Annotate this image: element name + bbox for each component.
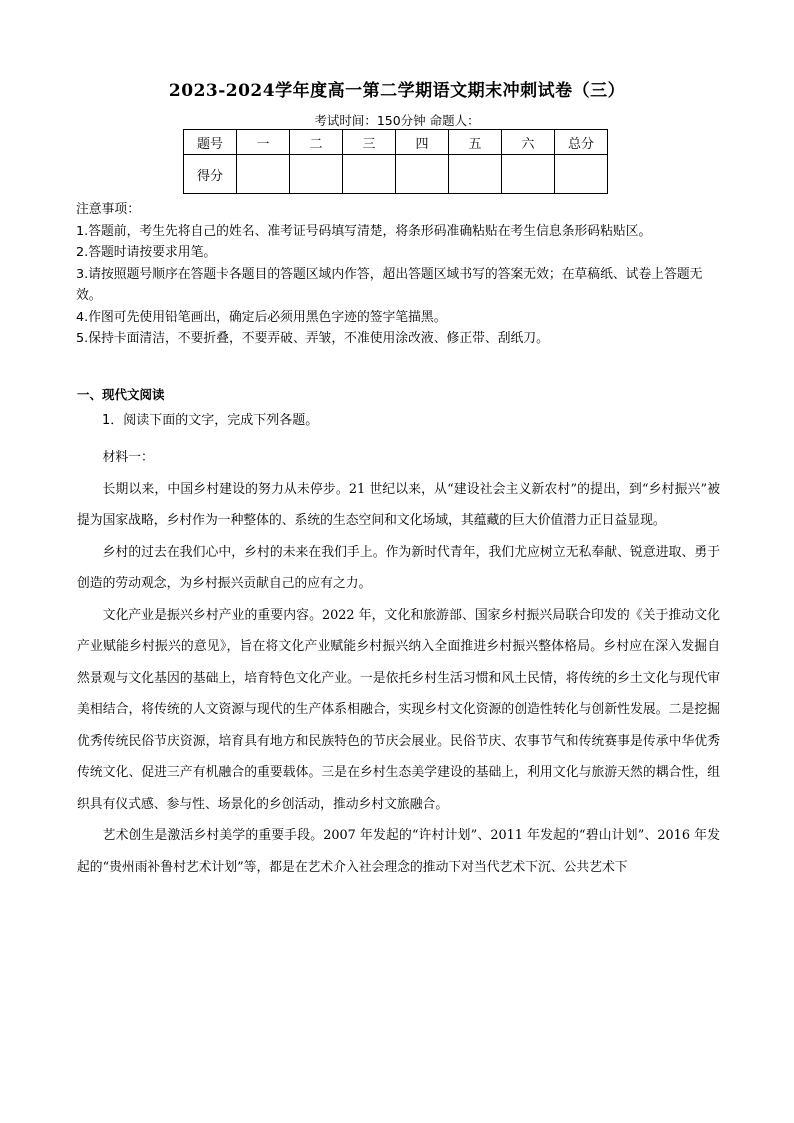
score-cell — [237, 155, 290, 194]
score-header-cell: 二 — [290, 130, 343, 155]
score-header-cell: 六 — [502, 130, 555, 155]
question-prompt: 1．阅读下面的文字，完成下列各题。 — [102, 413, 319, 428]
note-item: 4.作图可先使用铅笔画出，确定后必须用黑色字迹的签字笔描黑。 — [76, 309, 447, 325]
material-paragraph: 文化产业是振兴乡村产业的重要内容。2022 年，文化和旅游部、国家乡村振兴局联合印发的《关于推动文化产业赋能乡村振兴的意见》，旨在将文化产业赋能乡村振兴纳入全面推进乡村振兴整体格局。乡村应在深入发掘自然景观与文化基因的基础上，培育特色文化产业。一是依托乡村生活习惯和风土民情，将传统的乡土文化与现代审美相结合，将传统的人文资源与现代的生产体系相融合，实现乡村文化资源的创造性转化与创新性发展。二是挖掘优秀传统民俗节庆资源，培育具有地方和民族特色的节庆会展业。民俗节庆、农事节气和传统赛事是传承中华优秀传统文化、促进三产有机融合的重要载体。三是在乡村生态美学建设的基础上，利用文化与旅游天然的耦合性，组织具有仪式感、参与性、场景化的乡创活动，推动乡村文旅融合。 — [77, 607, 720, 812]
score-header-cell: 四 — [396, 130, 449, 155]
notes-heading: 注意事项： — [76, 202, 140, 217]
material-paragraph: 艺术创生是激活乡村美学的重要手段。2007 年发起的“许村计划”、2011 年发起的“碧山计划”、2016 年发起的“贵州雨补鲁村艺术计划”等，都是在艺术介入社会理念的推动下对当代艺术下沉、公共艺术下 — [77, 828, 720, 875]
material-paragraph: 乡村的过去在我们心中，乡村的未来在我们手上。作为新时代青年，我们尤应树立无私奉献、锐意进取、勇于创造的劳动观念，为乡村振兴贡献自己的应有之力。 — [77, 544, 720, 591]
material-paragraph: 长期以来，中国乡村建设的努力从未停步。21 世纪以来，从“建设社会主义新农村”的提出，到“乡村振兴”被提为国家战略，乡村作为一种整体的、系统的生态空间和文化场域，其蕴藏的巨大价值潜力正日益显现。 — [77, 481, 720, 528]
score-table — [183, 129, 608, 194]
score-header-cell: 一 — [237, 130, 290, 155]
score-header-cell: 总分 — [555, 130, 608, 155]
note-item: 1.答题前，考生先将自己的姓名、准考证号码填写清楚，将条形码准确粘贴在考生信息条形码粘贴区。 — [76, 223, 652, 239]
score-cell — [502, 155, 555, 194]
score-cell — [343, 155, 396, 194]
score-header-cell: 五 — [449, 130, 502, 155]
section-heading: 一、现代文阅读 — [77, 387, 165, 402]
exam-notes — [76, 199, 726, 350]
note-item: 3.请按照题号顺序在答题卡各题目的答题区域内作答，超出答题区域书写的答案无效；在草稿纸、试卷上答题无效。 — [76, 266, 703, 303]
exam-info: 考试时间：150分钟 命题人： — [314, 113, 480, 128]
score-header-cell: 三 — [343, 130, 396, 155]
score-cell — [290, 155, 343, 194]
note-item: 5.保持卡面清洁，不要折叠，不要弄破、弄皱，不准使用涂改液、修正带、刮纸刀。 — [76, 331, 549, 346]
score-table-score-row — [184, 155, 608, 194]
score-cell — [449, 155, 502, 194]
score-cell — [396, 155, 449, 194]
note-item: 2.答题时请按要求用笔。 — [76, 245, 217, 260]
exam-title: 2023-2024学年度高一第二学期语文期末冲刺试卷（三） — [168, 81, 626, 101]
score-row-label: 得分 — [184, 155, 237, 194]
reading-material — [77, 442, 720, 883]
score-cell — [555, 155, 608, 194]
score-header-cell: 题号 — [184, 130, 237, 155]
material-label: 材料一： — [102, 450, 154, 465]
score-table-header-row — [184, 130, 608, 155]
